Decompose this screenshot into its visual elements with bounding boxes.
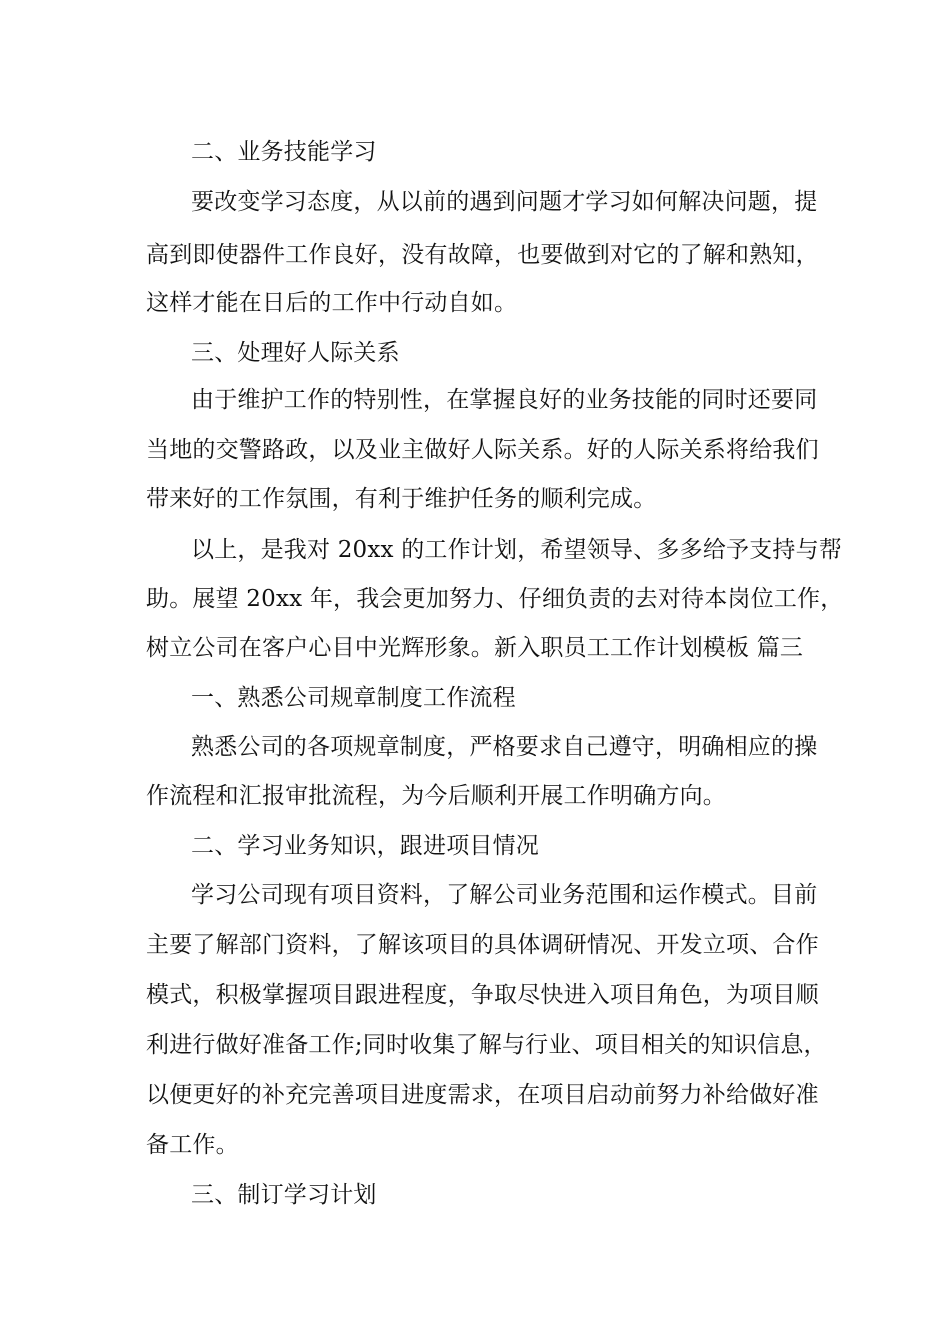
section-heading: 三、处理好人际关系 <box>191 340 400 366</box>
paragraph-line: 当地的交警路政，以及业主做好人际关系。好的人际关系将给我们 <box>146 437 819 463</box>
paragraph-line: 学习公司现有项目资料，了解公司业务范围和运作模式。目前 <box>191 882 818 908</box>
paragraph-line: 以便更好的补充完善项目进度需求，在项目启动前努力补给做好准 <box>146 1082 819 1108</box>
paragraph-line: 高到即使器件工作良好，没有故障，也要做到对它的了解和熟知， <box>146 242 819 268</box>
section-heading: 二、业务技能学习 <box>191 139 377 165</box>
paragraph-line: 这样才能在日后的工作中行动自如。 <box>146 290 518 316</box>
paragraph-line: 主要了解部门资料，了解该项目的具体调研情况、开发立项、合作 <box>146 932 819 958</box>
paragraph-line: 以上，是我对 20xx 的工作计划，希望领导、多多给予支持与帮 <box>191 537 843 563</box>
section-heading: 一、熟悉公司规章制度工作流程 <box>191 685 516 711</box>
paragraph-line: 要改变学习态度，从以前的遇到问题才学习如何解决问题，提 <box>191 189 818 215</box>
section-heading: 三、制订学习计划 <box>191 1182 377 1208</box>
paragraph-line: 模式，积极掌握项目跟进程度，争取尽快进入项目角色，为项目顺 <box>146 982 819 1008</box>
paragraph-line: 树立公司在客户心目中光辉形象。新入职员工工作计划模板 篇三 <box>146 635 804 661</box>
section-heading: 二、学习业务知识，跟进项目情况 <box>191 833 539 859</box>
paragraph-line: 带来好的工作氛围，有利于维护任务的顺利完成。 <box>146 486 657 512</box>
paragraph-line: 熟悉公司的各项规章制度，严格要求自己遵守，明确相应的操 <box>191 734 818 760</box>
paragraph-line: 利进行做好准备工作;同时收集了解与行业、项目相关的知识信息， <box>146 1032 827 1058</box>
paragraph-line: 备工作。 <box>146 1132 239 1158</box>
paragraph-line: 由于维护工作的特别性，在掌握良好的业务技能的同时还要同 <box>191 387 818 413</box>
paragraph-line: 助。展望 20xx 年，我会更加努力、仔细负责的去对待本岗位工作， <box>146 586 844 612</box>
paragraph-line: 作流程和汇报审批流程，为今后顺利开展工作明确方向。 <box>146 783 726 809</box>
